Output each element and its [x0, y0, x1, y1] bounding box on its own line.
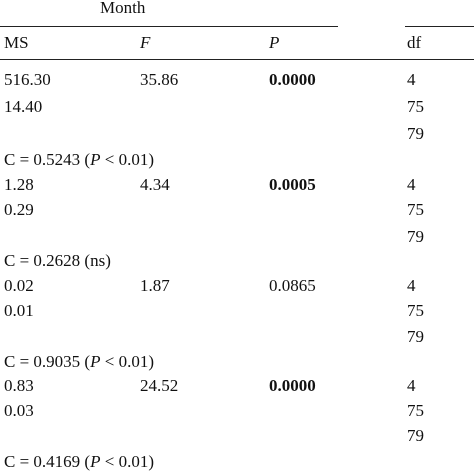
f-column-header: F — [140, 33, 151, 52]
month-header-rule — [0, 26, 338, 27]
p-column-header: P — [269, 33, 280, 52]
cochran-prefix: C = 0.5243 ( — [4, 150, 91, 169]
cochran-p-letter: P — [90, 352, 101, 371]
cochran-prefix: C = 0.4169 ( — [4, 452, 91, 471]
cochran-prefix: C = 0.2628 (ns) — [4, 251, 111, 270]
ms-column-header: MS — [4, 33, 29, 52]
df-cell: 75 — [407, 301, 424, 320]
df-header-rule — [405, 26, 474, 27]
df-cell: 79 — [407, 327, 424, 346]
f-cell: 35.86 — [140, 70, 179, 89]
df-cell: 79 — [407, 426, 424, 445]
ms-cell: 0.83 — [4, 376, 34, 395]
ms-cell: 0.01 — [4, 301, 34, 320]
month-group-header: Month — [100, 0, 146, 17]
cochran-test-note — [4, 251, 111, 271]
ms-cell: 516.30 — [4, 70, 51, 89]
df-cell: 79 — [407, 124, 424, 143]
ms-cell: 14.40 — [4, 97, 43, 116]
column-header-rule — [0, 59, 474, 60]
p-cell: 0.0000 — [269, 70, 316, 89]
df-cell: 4 — [407, 376, 416, 395]
f-cell: 4.34 — [140, 175, 170, 194]
cochran-test-note — [4, 452, 154, 472]
df-cell: 75 — [407, 401, 424, 420]
f-cell: 24.52 — [140, 376, 179, 395]
cochran-suffix: < 0.01) — [100, 352, 154, 371]
ms-cell: 1.28 — [4, 175, 34, 194]
ms-cell: 0.03 — [4, 401, 34, 420]
cochran-suffix: < 0.01) — [100, 150, 154, 169]
cochran-test-note — [4, 352, 154, 372]
df-cell: 75 — [407, 200, 424, 219]
ms-cell: 0.02 — [4, 276, 34, 295]
df-cell: 75 — [407, 97, 424, 116]
cochran-p-letter: P — [90, 452, 101, 471]
cochran-prefix: C = 0.9035 ( — [4, 352, 91, 371]
df-cell: 4 — [407, 175, 416, 194]
cochran-p-letter: P — [90, 150, 101, 169]
cochran-suffix: < 0.01) — [100, 452, 154, 471]
p-cell: 0.0000 — [269, 376, 316, 395]
df-cell: 4 — [407, 70, 416, 89]
cochran-test-note — [4, 150, 154, 170]
p-cell: 0.0865 — [269, 276, 316, 295]
df-column-header: df — [407, 33, 422, 52]
df-cell: 4 — [407, 276, 416, 295]
p-cell: 0.0005 — [269, 175, 316, 194]
ms-cell: 0.29 — [4, 200, 34, 219]
df-cell: 79 — [407, 227, 424, 246]
f-cell: 1.87 — [140, 276, 170, 295]
